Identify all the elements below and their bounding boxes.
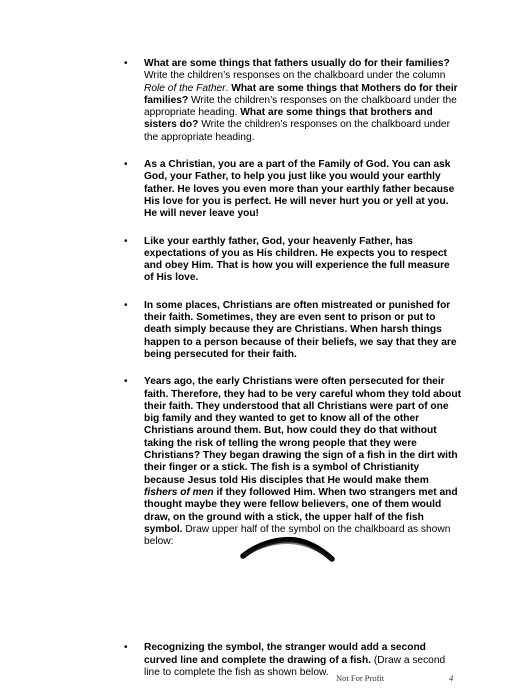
bullet-icon: •	[124, 299, 128, 311]
item-text	[144, 376, 461, 547]
instruction-text: .	[225, 82, 232, 94]
history-text: Years ago, the early Christians were often persecuted for their faith. Therefore, they had to be very careful whom they told about their faith. They understood that all Christians were part of one big family and they wanted to get to know all of the other Christians around them. But, how could they do that without taking the risk of telling the wrong people that they were Christians? They began drawing the sign of a fish in the dirt with their finger or a stick. The fish is a symbol of Christianity because Jesus told His disciples that He would make them	[144, 376, 461, 486]
bullet-icon: •	[124, 376, 128, 388]
list-item	[122, 159, 462, 220]
bullet-icon: •	[124, 58, 128, 69]
question-mothers: What are some things that Mothers do for their families?	[144, 82, 458, 106]
bullet-icon: •	[124, 235, 128, 247]
footer-label: Not For Profit	[336, 673, 385, 683]
list-item	[122, 376, 462, 548]
item-text: In some places, Christians are often mistreated or punished for their faith. Sometimes, they are even sent to prison or put to death simply because they are Christians. When harsh things happen to a person because of their beliefs, we say that they are being persecuted for their faith.	[144, 299, 457, 360]
instruction-text: Draw upper half of the symbol on the chalkboard as shown below:	[144, 523, 451, 548]
instruction-text: Write the children’s responses on the chalkboard under the appropriate heading.	[144, 94, 457, 119]
instruction-text: Write the children’s responses on the chalkboard under the appropriate heading.	[144, 119, 450, 143]
item-text: As a Christian, you are a part of the Family of God. You can ask God, your Father, to help you just like you would your earthly father. He loves you even more than your earthly father because His love for you is perfect. He will never hurt you or yell at you. He will never leave you!	[144, 159, 455, 220]
history-text: if they followed Him. When two strangers met and thought maybe they were fellow believers, one of them would draw, on the ground with a stick, the upper half of the fish symbol.	[144, 486, 458, 535]
instruction-text: (Draw a second line to complete the fish as shown below.	[144, 654, 446, 678]
bullet-icon: •	[124, 642, 128, 654]
question-fathers: What are some things that fathers usually do for their families?	[144, 58, 450, 69]
page-number: 4	[449, 673, 454, 683]
instruction-list	[122, 58, 462, 679]
quote-text: fishers of men	[144, 486, 214, 498]
item-text: Like your earthly father, God, your heavenly Father, has expectations of you as His children. He expects you to respect and obey Him. That is how you will experience the full measure of His love.	[144, 235, 450, 284]
bullet-icon: •	[124, 159, 128, 171]
item-text	[144, 58, 458, 143]
history-text: Recognizing the symbol, the stranger would add a second curved line and complete the drawing of a fish.	[144, 642, 426, 666]
list-item	[122, 236, 462, 285]
instruction-text: Write the children’s responses on the chalkboard under the column	[144, 70, 446, 82]
fish-upper-half-drawing	[240, 532, 335, 566]
list-item	[122, 58, 462, 144]
item-text	[144, 642, 445, 678]
column-name: Role of the Father	[144, 82, 226, 94]
list-item	[122, 300, 462, 361]
list-item	[122, 642, 462, 679]
question-siblings: What are some things that brothers and sisters do?	[144, 107, 433, 131]
